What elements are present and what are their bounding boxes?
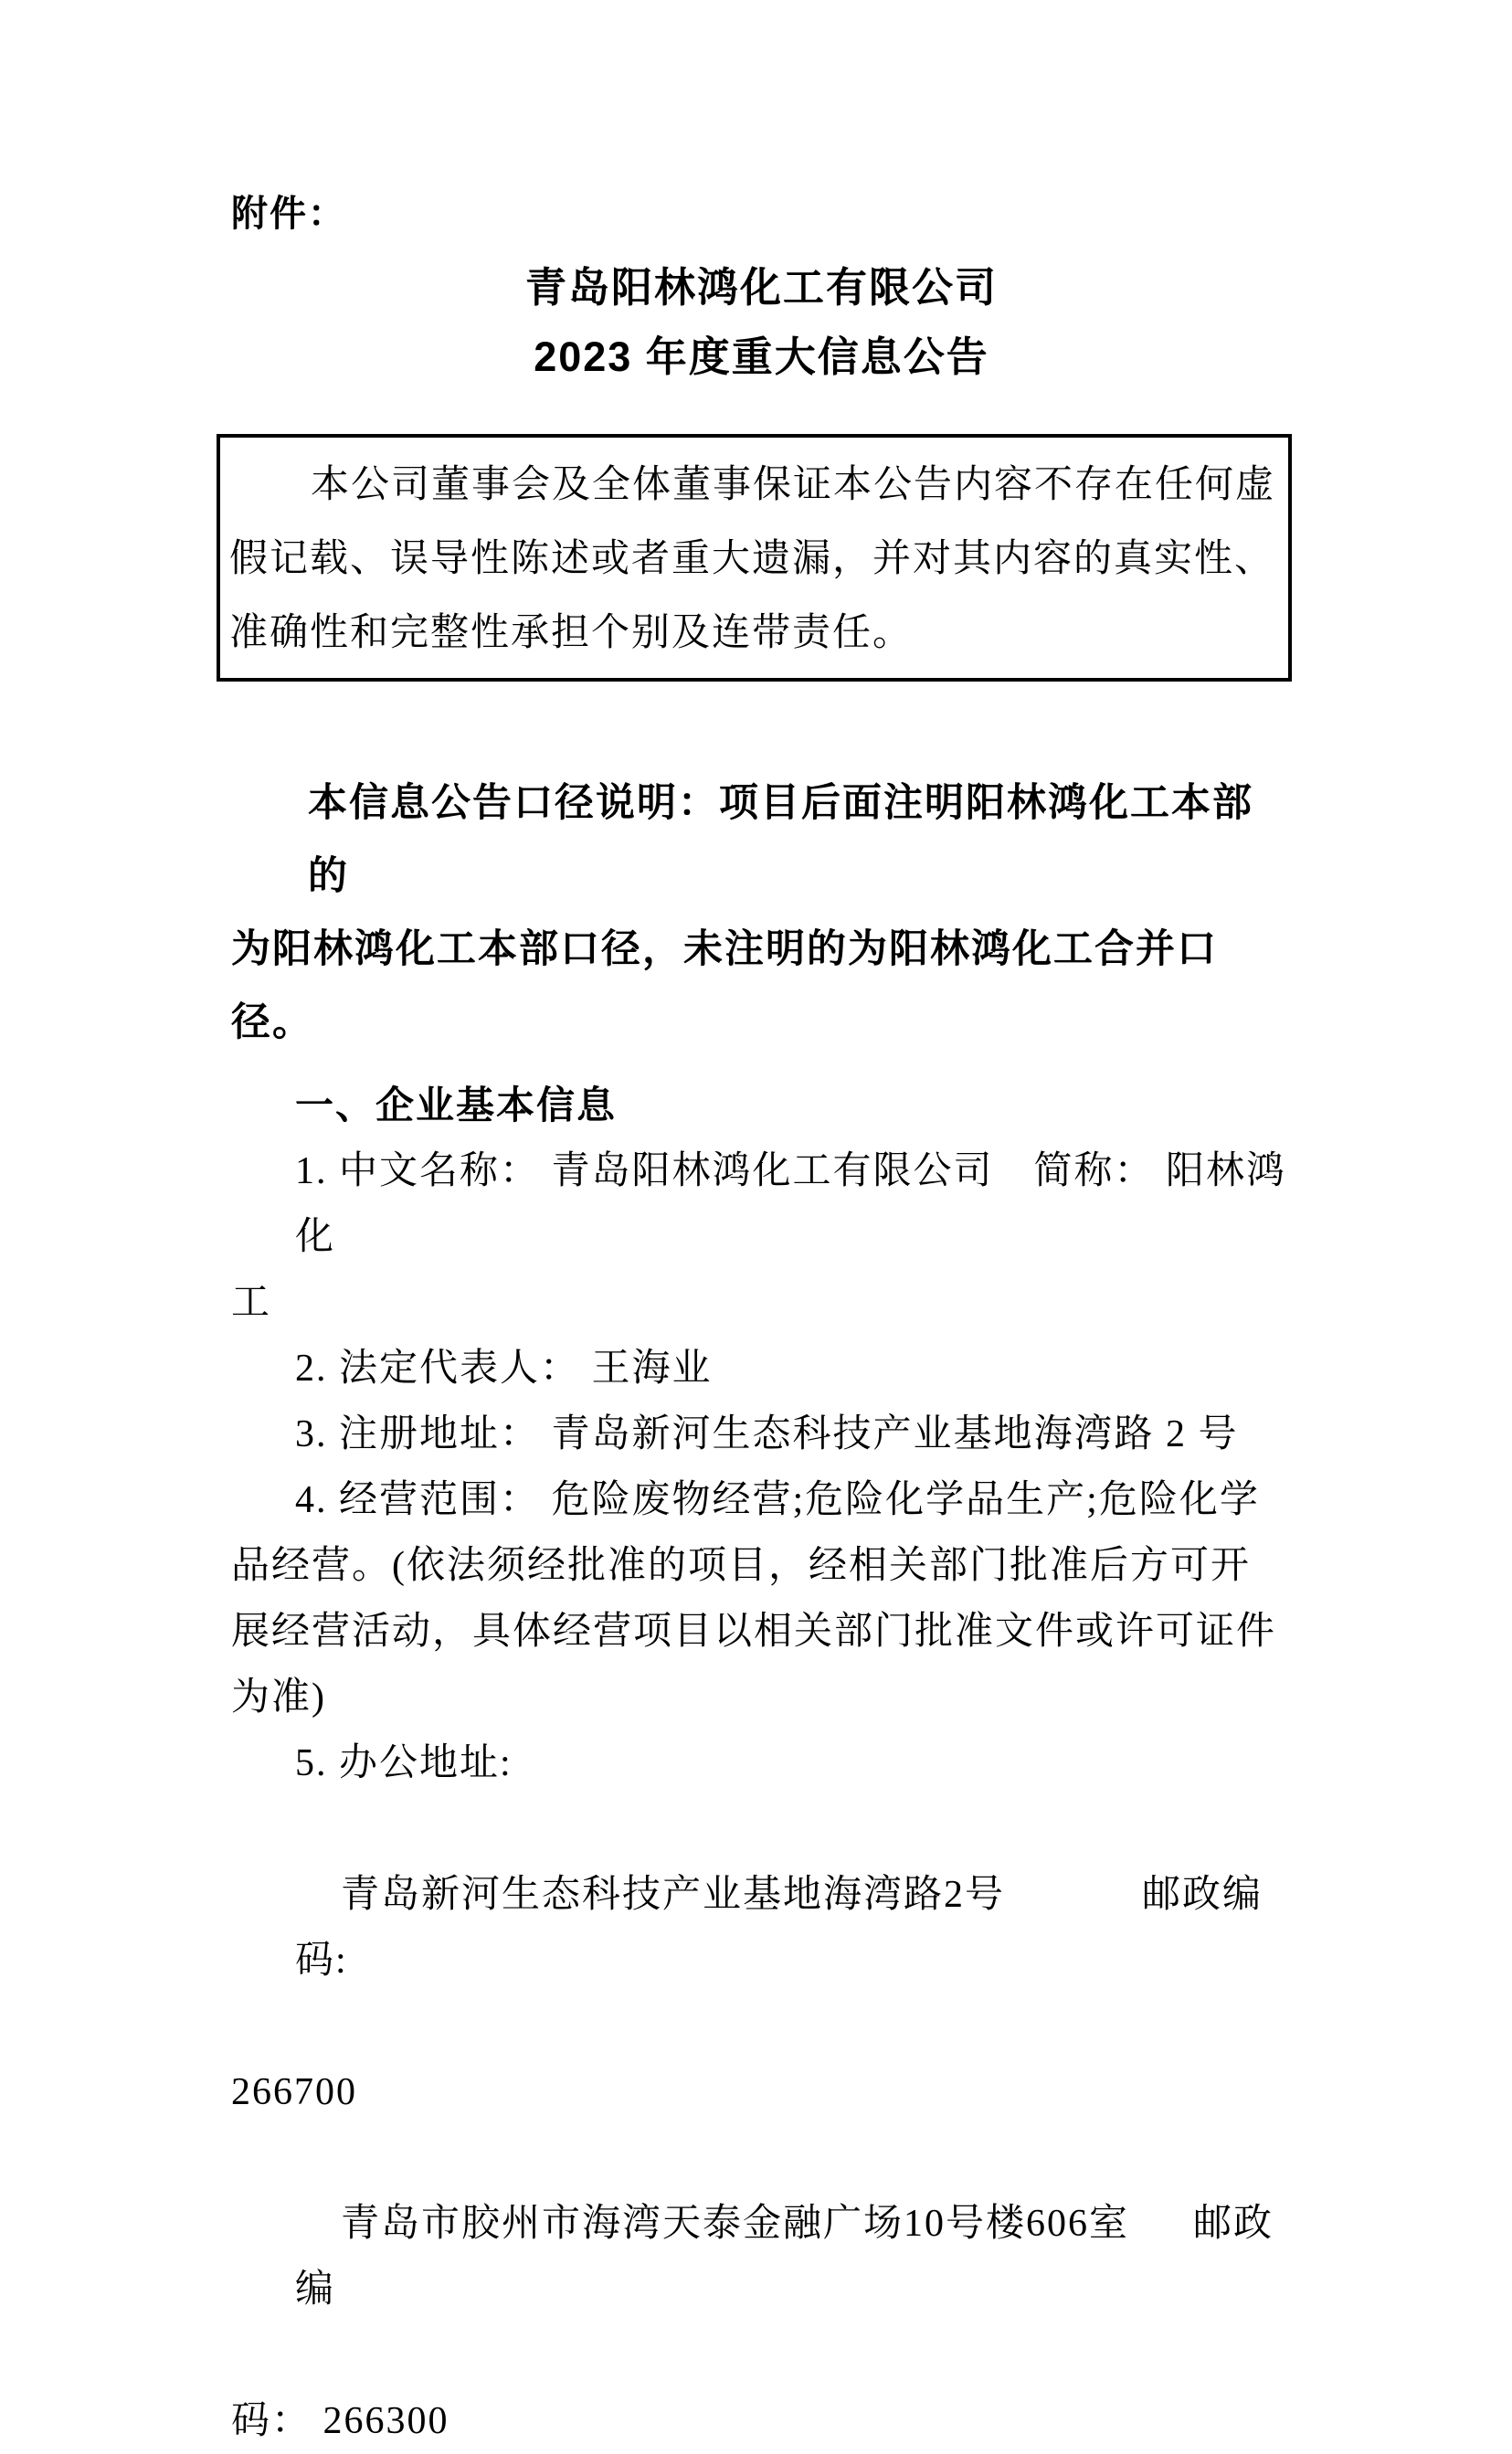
section-1-heading: 一、企业基本信息 bbox=[295, 1084, 618, 1127]
office-address-2-postcode-value: 码： 266300 bbox=[231, 2400, 449, 2442]
scope-explanation-paragraph bbox=[231, 767, 1292, 1060]
office-address-1-postcode-label: 邮政编码: bbox=[295, 1874, 1264, 1982]
document-title-line1: 青岛阳林鸿化工有限公司 bbox=[524, 264, 998, 311]
disclaimer-line-2: 假记载、误导性陈述或者重大遗漏，并对其内容的真实性、 bbox=[229, 538, 1275, 580]
office-address-2 bbox=[231, 2125, 1292, 2388]
item-4-continuation-2: 展经营活动，具体经营项目以相关部门批准文件或许可证件 bbox=[231, 1611, 1277, 1653]
item-4-continuation-1: 品经营。(依法须经批准的项目，经相关部门批准后方可开 bbox=[231, 1545, 1251, 1587]
item-3-registered-address: 3. 注册地址： 青岛新河生态科技产业基地海湾路 2 号 bbox=[295, 1413, 1239, 1455]
office-address-2-postcode-label: 邮政编 bbox=[295, 2203, 1274, 2311]
office-address-1-text: 青岛新河生态科技产业基地海湾路2号 bbox=[341, 1874, 1006, 1916]
document-title-line2: 2023 年度重大信息公告 bbox=[534, 333, 989, 380]
board-disclaimer-box bbox=[217, 434, 1292, 682]
item-4-continuation-3: 为准) bbox=[231, 1677, 326, 1719]
attachment-label: 附件： bbox=[231, 194, 346, 234]
disclaimer-line-1: 本公司董事会及全体董事保证本公告内容不存在任何虚 bbox=[311, 464, 1276, 506]
office-address-2-text: 青岛市胶州市海湾天泰金融广场10号楼606室 bbox=[341, 2203, 1130, 2245]
item-1-chinese-name: 1. 中文名称： 青岛阳林鸿化工有限公司 简称： 阳林鸿化 bbox=[295, 1150, 1287, 1258]
scope-explanation-line-2: 为阳林鸿化工本部口径，未注明的为阳林鸿化工合并口径。 bbox=[231, 928, 1218, 1044]
scope-explanation-line-1 bbox=[231, 767, 1292, 914]
office-address-1-postcode-value: 266700 bbox=[231, 2071, 357, 2113]
scope-explanation-line1-rest: 项目后面注明阳林鸿化工本部的 bbox=[308, 782, 1253, 898]
scope-explanation-lead: 本信息公告口径说明： bbox=[308, 781, 719, 825]
office-address-1 bbox=[231, 1796, 1292, 2059]
item-5-office-address-label: 5. 办公地址: bbox=[295, 1742, 513, 1784]
item-4-business-scope: 4. 经营范围： 危险废物经营;危险化学品生产;危险化学 bbox=[295, 1479, 1260, 1521]
disclaimer-line-3: 准确性和完整性承担个别及连带责任。 bbox=[229, 612, 914, 654]
item-2-legal-representative: 2. 法定代表人： 王海业 bbox=[295, 1348, 713, 1390]
item-1-continuation: 工 bbox=[231, 1282, 272, 1324]
